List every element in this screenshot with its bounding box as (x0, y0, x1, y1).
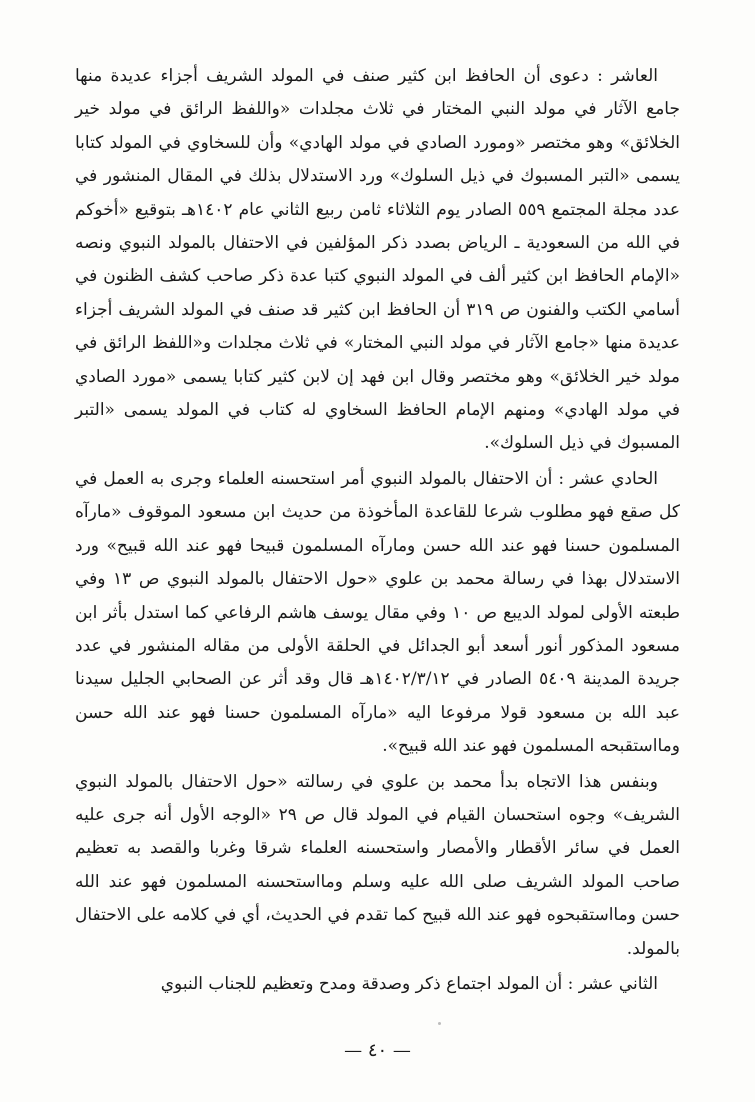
paragraph-twelfth: الثاني عشر : أن المولد اجتماع ذكر وصدقة ومدح وتعظيم للجناب النبوي (160, 973, 658, 994)
page-number: — ٤٠ — (344, 1040, 411, 1061)
paragraph-eleventh: الحادي عشر : أن الاحتفال بالمولد النبوي أمر استحسنه العلماء وجرى به العمل في كل صقع فهو مطلوب شرعا للقاعدة المأخوذة من حديث ابن مسعود الموقوف «مارآه المسلمون حسنا فهو عند الله حسن ومارآه المسلمون قبيحا فهو عند الله قبيح» ورد الاستدلال بهذا في رسالة محمد بن علوي «حول الاحتفال بالمولد النبوي ص ١٣ وفي طبعته الأولى لمولد الديبع ص ١٠ وفي مقال يوسف هاشم الرفاعي كما استدل بأثر ابن مسعود المذكور أنور أسعد أبو الجدائل في الحلقة الأولى من مقاله المنشور في عدد جريدة المدينة ٥٤٠٩ الصادر في ١٤٠٢/٣/١٢هـ قال وقد أثر عن الصحابي الجليل سيدنا عبد الله بن مسعود قولا مرفوعا اليه «مارآه المسلمون حسنا فهو عند الله حسن ومااستقبحه المسلمون فهو عند الله قبيح». (75, 468, 680, 757)
paragraph-continuation: وبنفس هذا الاتجاه بدأ محمد بن علوي في رسالته «حول الاحتفال بالمولد النبوي الشريف» وجوه استحسان القيام في المولد قال ص ٢٩ «الوجه الأول أنه جرى عليه العمل في سائر الأقطار والأمصار واستحسنه العلماء شرقا وغربا والقصد به تعظيم صاحب المولد الشريف صلى الله عليه وسلم ومااستحسنه المسلمون فهو عند الله حسن ومااستقبحوه فهو عند الله قبيح كما تقدم في الحديث، أي في كلامه على الاحتفال بالمولد. (75, 771, 680, 959)
paragraph-tenth: العاشر : دعوى أن الحافظ ابن كثير صنف في المولد الشريف أجزاء عديدة منها جامع الآثار في مولد النبي المختار في ثلاث مجلدات «واللفظ الرائق في مولد خير الخلائق» وهو مختصر «ومورد الصادي في مولد الهادي» وأن للسخاوي في المولد كتابا يسمى «التبر المسبوك في ذيل السلوك» ورد الاستدلال بذلك في المقال المنشور في عدد مجلة المجتمع ٥٥٩ الصادر يوم الثلاثاء ثامن ربيع الثاني عام ١٤٠٢هـ بتوقيع «أخوكم في الله من السعودية ـ الرياض بصدد ذكر المؤلفين في الاحتفال بالمولد النبوي ونصه «الإمام الحافظ ابن كثير ألف في المولد النبوي كتبا عدة ذكر صاحب كشف الظنون في أسامي الكتب والفنون ص ٣١٩ أن الحافظ ابن كثير قد صنف في المولد الشريف أجزاء عديدة منها «جامع الآثار في مولد النبي المختار» في ثلاث مجلدات و«اللفظ الرائق في مولد خير الخلائق» وهو مختصر وقال ابن فهد إن لابن كثير كتابا يسمى «مورد الصادي في مولد الهادي» ومنهم الإمام الحافظ السخاوي له كتاب في المولد يسمى «التبر المسبوك في ذيل السلوك». (75, 66, 680, 454)
paper-speck (438, 1022, 441, 1025)
body-text (75, 60, 680, 1001)
